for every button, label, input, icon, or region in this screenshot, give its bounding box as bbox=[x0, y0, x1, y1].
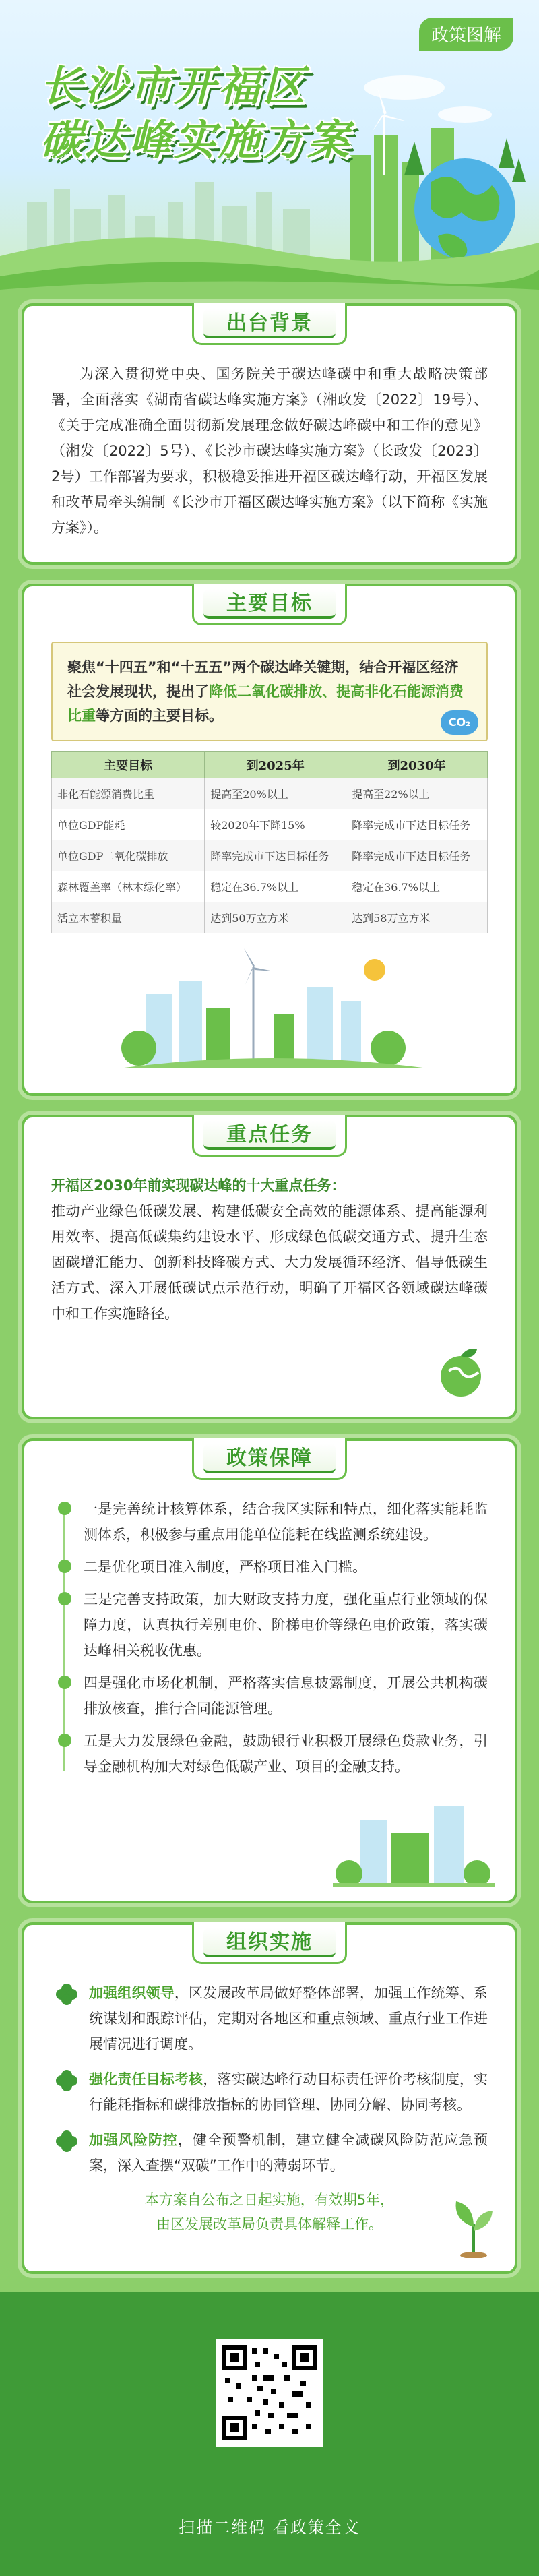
clover-icon bbox=[55, 1983, 78, 2006]
background-text: 为深入贯彻党中央、国务院关于碳达峰碳中和重大战略决策部署，全面落实《湖南省碳达峰实施方案》（湘政发〔2022〕19号）、《关于完成准确全面贯彻新发展理念做好碳达峰碳中和工作的意见》（湘发〔2022〕5号）、《长沙市碳达峰实施方案》（长政发〔2023〕2号）工作部署为要求，积极稳妥推进开福区碳达峰行动，开福区发展和改革局牵头编制《长沙市开福区碳达峰实施方案》（以下简称《实施方案》）。 bbox=[51, 366, 488, 536]
table-cell: 稳定在36.7%以上 bbox=[205, 871, 346, 902]
goals-intro-a: 聚焦“十四五”和“十五五”两个碳达峰关键期，结合开福区经济社会发展现状，提出了 bbox=[67, 659, 459, 700]
table-row bbox=[52, 840, 488, 871]
tasks-lead: 开福区2030年前实现碳达峰的十大重点任务： bbox=[51, 1177, 346, 1194]
table-cell: 达到58万立方米 bbox=[346, 902, 488, 933]
bullet-dot bbox=[58, 1734, 71, 1747]
bullet-dot bbox=[58, 1560, 71, 1573]
bullet-dot bbox=[58, 1676, 71, 1689]
section-header bbox=[192, 1115, 347, 1157]
org-item-body: ，健全预警机制，建立健全减碳风险防范应急预案，深入查摆“双碳”工作中的薄弱环节。 bbox=[89, 2132, 488, 2174]
hero-title bbox=[40, 59, 352, 167]
sprout-icon bbox=[450, 2197, 497, 2258]
policy-item: 五是大力发展绿色金融，鼓励银行业积极开展绿色贷款业务，引导金融机构加大对绿色低碳产业、项目的金融支持。 bbox=[84, 1733, 488, 1775]
scan-qr-text: 扫描二维码 看政策全文 bbox=[179, 2518, 360, 2537]
policy-list bbox=[51, 1496, 488, 1779]
hero-banner bbox=[0, 0, 539, 303]
table-row bbox=[52, 809, 488, 840]
hero-title-line2: 碳达峰实施方案 bbox=[40, 115, 352, 164]
table-header-row bbox=[52, 752, 488, 778]
table-cell: 达到50万立方米 bbox=[205, 902, 346, 933]
closing-line2: 由区发展改革局负责具体解释工作。 bbox=[156, 2216, 383, 2232]
section-title: 出台背景 bbox=[203, 309, 336, 338]
section-title: 组织实施 bbox=[203, 1928, 336, 1957]
section-background bbox=[22, 303, 517, 565]
policy-item: 三是完善支持政策，加大财政支持力度，强化重点行业领域的保障力度，认真执行差别电价、阶梯电价等绿色电价政策，落实碳达峰相关税收优惠。 bbox=[84, 1591, 488, 1659]
list-item bbox=[51, 2066, 488, 2118]
section-title: 政策保障 bbox=[203, 1444, 336, 1473]
table-cell: 降率完成市下达目标任务 bbox=[205, 840, 346, 871]
table-cell: 活立木蓄积量 bbox=[52, 902, 205, 933]
section-header bbox=[192, 1922, 347, 1964]
footer bbox=[0, 2292, 539, 2576]
table-header: 到2030年 bbox=[346, 752, 488, 778]
org-item-head: 加强组织领导 bbox=[89, 1985, 175, 2001]
org-item-text bbox=[89, 2066, 488, 2118]
clover-icon bbox=[55, 2130, 78, 2153]
table-row bbox=[52, 871, 488, 902]
table-row bbox=[52, 778, 488, 809]
table-cell: 单位GDP能耗 bbox=[52, 809, 205, 840]
org-item-body: ，落实碳达峰行动目标责任评价考核制度，实行能耗指标和碳排放指标的协同管理、协同分解、协同考核。 bbox=[89, 2071, 488, 2113]
org-item-head: 加强风险防控 bbox=[89, 2132, 178, 2148]
bullet-dot bbox=[58, 1592, 71, 1605]
list-item bbox=[84, 1670, 488, 1721]
clover-icon bbox=[55, 2069, 78, 2092]
qr-code-pattern bbox=[222, 2345, 317, 2440]
section-policy bbox=[22, 1438, 517, 1903]
table-header: 到2025年 bbox=[205, 752, 346, 778]
timeline-line bbox=[63, 1504, 65, 1771]
section-header bbox=[192, 584, 347, 625]
table-cell: 提高至20%以上 bbox=[205, 778, 346, 809]
section-org bbox=[22, 1922, 517, 2274]
table-cell: 较2020年下降15% bbox=[205, 809, 346, 840]
section-title: 主要目标 bbox=[203, 589, 336, 619]
goals-intro-box bbox=[51, 642, 488, 741]
table-row bbox=[52, 902, 488, 933]
list-item bbox=[51, 1980, 488, 2057]
section-tasks bbox=[22, 1115, 517, 1419]
table-cell: 单位GDP二氧化碳排放 bbox=[52, 840, 205, 871]
list-item bbox=[84, 1728, 488, 1779]
table-cell: 提高至22%以上 bbox=[346, 778, 488, 809]
list-item bbox=[84, 1554, 488, 1580]
qr-code[interactable] bbox=[216, 2339, 323, 2447]
closing-line1: 本方案自公布之日起实施，有效期5年， bbox=[144, 2192, 395, 2208]
globe-leaf-icon bbox=[434, 1347, 488, 1401]
org-item-text bbox=[89, 2127, 488, 2178]
policy-item: 四是强化市场化机制，严格落实信息披露制度，开展公共机构碳排放核查，推行合同能源管理。 bbox=[84, 1675, 488, 1717]
closing-note bbox=[51, 2188, 488, 2236]
section-title: 重点任务 bbox=[203, 1120, 336, 1150]
tasks-text: 推动产业绿色低碳发展、构建低碳安全高效的能源体系、提高能源利用效率、提高低碳集约建设水平、形成绿色低碳交通方式、提升生态固碳增汇能力、创新科技降碳方式、大力发展循环经济、倡导低碳生活方式、深入开展低碳试点示范行动，明确了开福区各领域碳达峰碳中和工作实施路径。 bbox=[51, 1203, 488, 1322]
policy-item: 二是优化项目准入制度，严格项目准入门槛。 bbox=[84, 1559, 367, 1575]
table-cell: 稳定在36.7%以上 bbox=[346, 871, 488, 902]
policy-graphic-tag: 政策图解 bbox=[419, 18, 513, 51]
green-buildings-illustration bbox=[333, 1800, 495, 1887]
goals-table bbox=[51, 751, 488, 933]
goals-intro-highlight: 降低二氧化碳排放、提高非化石能源消费比重 bbox=[67, 683, 464, 724]
org-item-head: 强化责任目标考核 bbox=[89, 2071, 203, 2087]
table-header: 主要目标 bbox=[52, 752, 205, 778]
table-cell: 降率完成市下达目标任务 bbox=[346, 809, 488, 840]
hero-title-line1: 长沙市开福区 bbox=[40, 61, 308, 111]
policy-item: 一是完善统计核算体系，结合我区实际和特点，细化落实能耗监测体系，积极参与重点用能单位能耗在线监测系统建设。 bbox=[84, 1501, 488, 1543]
goals-intro-b: 等方面的主要目标。 bbox=[96, 708, 223, 724]
org-item-body: ，区发展改革局做好整体部署，加强工作统筹、系统谋划和跟踪评估，定期对各地区和重点领域、重点行业工作进展情况进行调度。 bbox=[89, 1985, 488, 2052]
section-goals bbox=[22, 584, 517, 1096]
table-cell: 非化石能源消费比重 bbox=[52, 778, 205, 809]
list-item bbox=[51, 2127, 488, 2178]
table-cell: 降率完成市下达目标任务 bbox=[346, 840, 488, 871]
list-item bbox=[84, 1496, 488, 1547]
table-cell: 森林覆盖率（林木绿化率） bbox=[52, 871, 205, 902]
green-city-illustration bbox=[51, 947, 493, 1082]
org-item-text bbox=[89, 1980, 488, 2057]
list-item bbox=[84, 1587, 488, 1663]
bullet-dot bbox=[58, 1502, 71, 1515]
section-header bbox=[192, 303, 347, 345]
section-header bbox=[192, 1438, 347, 1480]
co2-icon: CO₂ bbox=[441, 710, 478, 735]
